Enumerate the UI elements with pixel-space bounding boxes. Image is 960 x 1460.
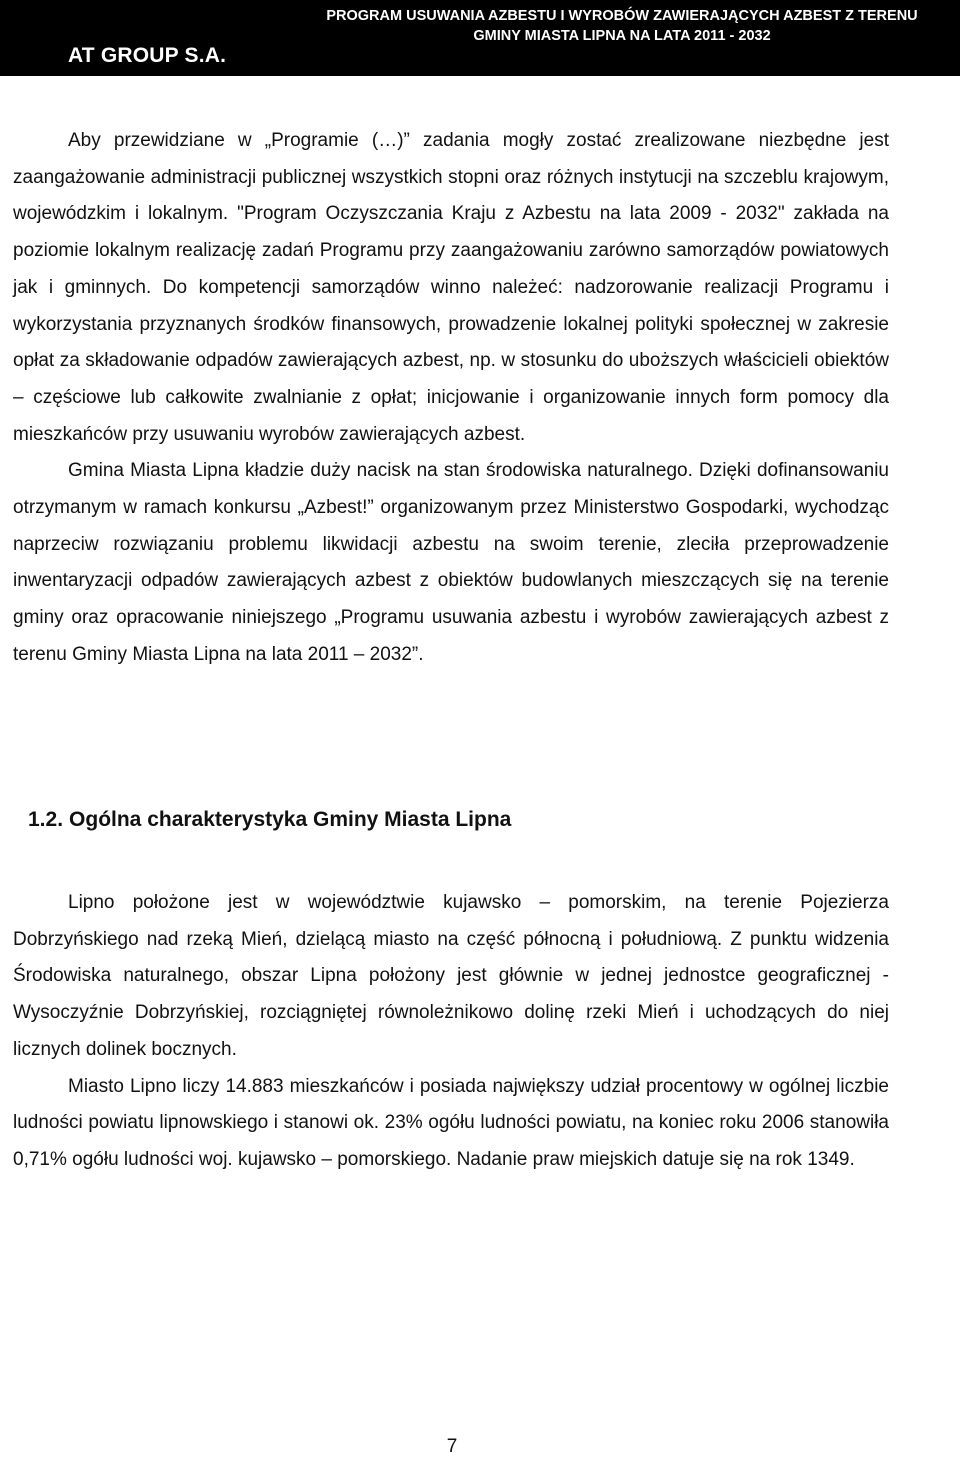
document-title-line-1: PROGRAM USUWANIA AZBESTU I WYROBÓW ZAWIERAJĄCYCH AZBEST Z TERENU <box>326 8 918 24</box>
section-text <box>13 885 889 1179</box>
company-name: AT GROUP S.A. <box>68 44 227 67</box>
intro-text <box>13 123 889 674</box>
paragraph: Aby przewidziane w „Programie (…)” zadania mogły zostać zrealizowane niezbędne jest zaangażowanie administracji publicznej wszystkich stopni oraz różnych instytucji na szczeblu krajowym, wojewódzkim i lokalnym. "Program Oczyszczania Kraju z Azbestu na lata 2009 - 2032" zakłada na poziomie lokalnym realizację zadań Programu przy zaangażowaniu zarówno samorządów powiatowych jak i gminnych. Do kompetencji samorządów winno należeć: nadzorowanie realizacji Programu i wykorzystania przyznanych środków finansowych, prowadzenie lokalnej polityki społecznej w zakresie opłat za składowanie odpadów zawierających azbest, np. w stosunku do uboższych właścicieli obiektów – częściowe lub całkowite zwalnianie z opłat; inicjowanie i organizowanie innych form pomocy dla mieszkańców przy usuwaniu wyrobów zawierających azbest. <box>13 130 889 445</box>
section-number: 1.2. <box>28 808 64 831</box>
paragraph: Gmina Miasta Lipna kładzie duży nacisk na stan środowiska naturalnego. Dzięki dofinansowaniu otrzymanym w ramach konkursu „Azbest!” organizowanym przez Ministerstwo Gospodarki, wychodząc naprzeciw rozwiązaniu problemu likwidacji azbestu na swoim terenie, zleciła przeprowadzenie inwentaryzacji odpadów zawierających azbest z obiektów budowlanych mieszczących się na terenie gminy oraz opracowanie niniejszego „Programu usuwania azbestu i wyrobów zawierających azbest z terenu Gminy Miasta Lipna na lata 2011 – 2032”. <box>13 460 889 665</box>
section-title: Ogólna charakterystyka Gminy Miasta Lipna <box>69 808 512 831</box>
paragraph: Miasto Lipno liczy 14.883 mieszkańców i posiada największy udział procentowy w ogólnej liczbie ludności powiatu lipnowskiego i stanowi ok. 23% ogółu ludności powiatu, na koniec roku 2006 stanowiła 0,71% ogółu ludności woj. kujawsko – pomorskiego. Nadanie praw miejskich datuje się na rok 1349. <box>13 1075 889 1170</box>
page-number: 7 <box>446 1436 458 1457</box>
page-header <box>0 0 960 76</box>
paragraph: Lipno położone jest w województwie kujawsko – pomorskim, na terenie Pojezierza Dobrzyńskiego nad rzeką Mień, dzielącą miasto na część północną i południową. Z punktu widzenia Środowiska naturalnego, obszar Lipna położony jest głównie w jednej jednostce geograficznej - Wysoczyźnie Dobrzyńskiej, rozciągniętej równoleżnikowo dolinę rzeki Mień i uchodzących do niej licznych dolinek bocznych. <box>13 892 889 1060</box>
section-heading <box>28 808 511 832</box>
document-title <box>292 6 952 46</box>
document-title-line-2: GMINY MIASTA LIPNA NA LATA 2011 - 2032 <box>473 28 771 44</box>
